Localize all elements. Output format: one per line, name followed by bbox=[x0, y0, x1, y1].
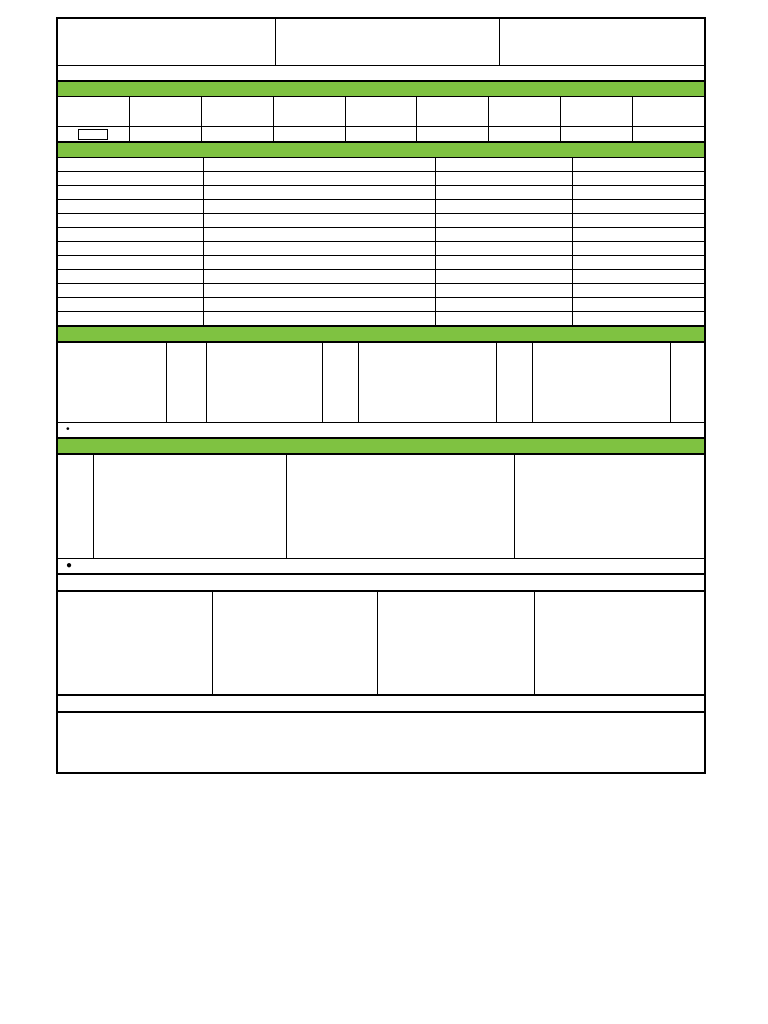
info-label bbox=[58, 200, 204, 214]
klas-ruang-terbatas bbox=[489, 97, 561, 127]
worker-count[interactable] bbox=[573, 200, 705, 214]
apd-col-3 bbox=[378, 592, 535, 695]
entry-mesin[interactable] bbox=[207, 343, 323, 423]
info-label bbox=[58, 186, 204, 200]
section-c bbox=[57, 326, 705, 438]
safety-equipment-checkbox[interactable] bbox=[58, 650, 212, 665]
info-label bbox=[58, 242, 204, 256]
worker-type-label bbox=[436, 186, 573, 200]
info-row bbox=[58, 256, 705, 270]
jumlah-label bbox=[573, 158, 705, 172]
info-row bbox=[58, 298, 705, 312]
permit-form bbox=[56, 17, 706, 774]
worker-count[interactable] bbox=[573, 172, 705, 186]
safety-equipment-checkbox[interactable] bbox=[535, 680, 704, 695]
info-row bbox=[58, 270, 705, 284]
info-label bbox=[58, 298, 204, 312]
section-a-title bbox=[58, 82, 705, 97]
info-value[interactable] bbox=[204, 186, 436, 200]
klas-ketinggian bbox=[201, 97, 273, 127]
worker-type-label bbox=[436, 298, 573, 312]
worker-count[interactable] bbox=[573, 186, 705, 200]
apd-col-1 bbox=[58, 592, 213, 695]
safety-equipment-checkbox[interactable] bbox=[213, 636, 377, 651]
check-ruang-terbatas[interactable] bbox=[489, 127, 561, 142]
klasifikasi-headers bbox=[58, 97, 705, 127]
safety-equipment-checkbox[interactable] bbox=[535, 621, 704, 636]
worker-type-label bbox=[436, 270, 573, 284]
header-table bbox=[57, 18, 705, 66]
worker-count[interactable] bbox=[573, 312, 705, 326]
info-value[interactable] bbox=[204, 214, 436, 228]
safety-equipment-checkbox[interactable] bbox=[213, 665, 377, 680]
safety-equipment-checkbox[interactable] bbox=[535, 650, 704, 665]
klas-kerja-listrik bbox=[129, 97, 201, 127]
section-f bbox=[57, 695, 705, 773]
info-value[interactable] bbox=[204, 270, 436, 284]
entry-langkah[interactable] bbox=[515, 455, 705, 559]
keselamatan-entry-row bbox=[58, 455, 705, 559]
section-d bbox=[57, 438, 705, 574]
safety-equipment-checkbox[interactable] bbox=[378, 680, 534, 695]
info-value[interactable] bbox=[204, 242, 436, 256]
entry-no[interactable] bbox=[58, 455, 94, 559]
info-value[interactable] bbox=[204, 172, 436, 186]
doc-info bbox=[500, 19, 705, 66]
worker-count[interactable] bbox=[573, 214, 705, 228]
section-b bbox=[57, 142, 705, 326]
section-f-title bbox=[58, 696, 705, 712]
entry-potensi[interactable] bbox=[287, 455, 515, 559]
apd-col-2 bbox=[213, 592, 378, 695]
section-e-title bbox=[58, 575, 705, 591]
worker-count[interactable] bbox=[573, 284, 705, 298]
safety-equipment-checkbox[interactable] bbox=[378, 650, 534, 665]
worker-count[interactable] bbox=[573, 270, 705, 284]
info-row bbox=[58, 312, 705, 326]
klas-tangki bbox=[417, 97, 489, 127]
info-row bbox=[58, 200, 705, 214]
worker-type-label bbox=[436, 200, 573, 214]
safety-equipment-checkbox[interactable] bbox=[378, 621, 534, 636]
info-value[interactable] bbox=[204, 284, 436, 298]
worker-type-label bbox=[436, 214, 573, 228]
safety-equipment-checkbox[interactable] bbox=[213, 607, 377, 622]
entry-alat[interactable] bbox=[58, 343, 167, 423]
section-e bbox=[57, 574, 705, 695]
klas-galian bbox=[561, 97, 633, 127]
info-row bbox=[58, 242, 705, 256]
safety-equipment-checkbox[interactable] bbox=[535, 665, 704, 680]
info-label bbox=[58, 172, 204, 186]
safety-equipment-checkbox[interactable] bbox=[58, 636, 212, 651]
nomor-row bbox=[57, 66, 705, 81]
form-title bbox=[276, 19, 500, 66]
info-label bbox=[58, 312, 204, 326]
worker-type-label bbox=[436, 158, 573, 172]
logo-area bbox=[58, 19, 276, 66]
entry-jml[interactable] bbox=[497, 343, 533, 423]
klas-kerja-panas bbox=[58, 97, 130, 127]
worker-count[interactable] bbox=[573, 298, 705, 312]
info-row bbox=[58, 228, 705, 242]
worker-type-label bbox=[436, 256, 573, 270]
info-value[interactable] bbox=[204, 158, 436, 172]
safety-equipment-checkbox[interactable] bbox=[213, 592, 377, 607]
safety-equipment-checkbox[interactable] bbox=[378, 665, 534, 680]
info-value[interactable] bbox=[204, 228, 436, 242]
worker-count[interactable] bbox=[573, 228, 705, 242]
perlengkapan-col bbox=[535, 592, 705, 695]
safety-equipment-checkbox[interactable] bbox=[535, 607, 704, 622]
safety-equipment-checkbox[interactable] bbox=[535, 636, 704, 651]
safety-equipment-checkbox[interactable] bbox=[213, 621, 377, 636]
check-galian[interactable] bbox=[561, 127, 633, 142]
entry-jml[interactable] bbox=[167, 343, 207, 423]
check-kerja-panas[interactable] bbox=[58, 127, 130, 142]
catatan-lain[interactable] bbox=[58, 713, 705, 773]
info-label bbox=[58, 214, 204, 228]
safety-equipment-checkbox[interactable] bbox=[535, 592, 704, 607]
worker-type-label bbox=[436, 228, 573, 242]
worker-count[interactable] bbox=[573, 242, 705, 256]
safety-equipment-checkbox[interactable] bbox=[58, 665, 212, 680]
section-a bbox=[57, 81, 705, 142]
safety-equipment-checkbox[interactable] bbox=[58, 592, 212, 607]
worker-type-label bbox=[436, 312, 573, 326]
worker-type-label bbox=[436, 172, 573, 186]
info-value[interactable] bbox=[204, 298, 436, 312]
safety-equipment-checkbox[interactable] bbox=[58, 621, 212, 636]
entry-material[interactable] bbox=[359, 343, 497, 423]
info-label bbox=[58, 158, 204, 172]
keselamatan-note: ● bbox=[58, 559, 705, 574]
info-label bbox=[58, 270, 204, 284]
worker-count[interactable] bbox=[573, 256, 705, 270]
perlengkapan-entry-row bbox=[58, 343, 705, 423]
section-d-title bbox=[58, 439, 705, 454]
entry-jml[interactable] bbox=[671, 343, 705, 423]
check-alat-berat[interactable] bbox=[273, 127, 345, 142]
entry-jml[interactable] bbox=[323, 343, 359, 423]
info-value[interactable] bbox=[204, 312, 436, 326]
info-label bbox=[58, 228, 204, 242]
info-row bbox=[58, 186, 705, 200]
info-value[interactable] bbox=[204, 256, 436, 270]
entry-aktifitas[interactable] bbox=[94, 455, 287, 559]
info-row bbox=[58, 172, 705, 186]
safety-equipment-checkbox[interactable] bbox=[213, 680, 377, 695]
safety-equipment-checkbox[interactable] bbox=[378, 592, 534, 607]
info-row bbox=[58, 158, 705, 172]
worker-type-label bbox=[436, 242, 573, 256]
entry-unit[interactable] bbox=[533, 343, 671, 423]
klas-alat-berat bbox=[273, 97, 345, 127]
safety-equipment-checkbox[interactable] bbox=[378, 636, 534, 651]
section-c-title bbox=[58, 327, 705, 342]
klas-perpipaan bbox=[345, 97, 417, 127]
worker-type-label bbox=[436, 284, 573, 298]
safety-equipment-checkbox[interactable] bbox=[213, 650, 377, 665]
safety-equipment-checkbox[interactable] bbox=[58, 680, 212, 695]
section-b-title bbox=[58, 143, 705, 158]
safety-equipment-checkbox[interactable] bbox=[58, 607, 212, 622]
check-perpipaan[interactable] bbox=[345, 127, 417, 142]
info-value[interactable] bbox=[204, 200, 436, 214]
safety-equipment-checkbox[interactable] bbox=[378, 607, 534, 622]
check-tangki[interactable] bbox=[417, 127, 489, 142]
info-label bbox=[58, 284, 204, 298]
check-kerja-listrik[interactable] bbox=[129, 127, 201, 142]
info-label bbox=[58, 256, 204, 270]
check-ketinggian[interactable] bbox=[201, 127, 273, 142]
klas-dll bbox=[633, 97, 705, 127]
info-row bbox=[58, 284, 705, 298]
klasifikasi-checks bbox=[58, 127, 705, 142]
check-dll[interactable] bbox=[633, 127, 705, 142]
info-row bbox=[58, 214, 705, 228]
perlengkapan-note: • bbox=[58, 423, 705, 438]
